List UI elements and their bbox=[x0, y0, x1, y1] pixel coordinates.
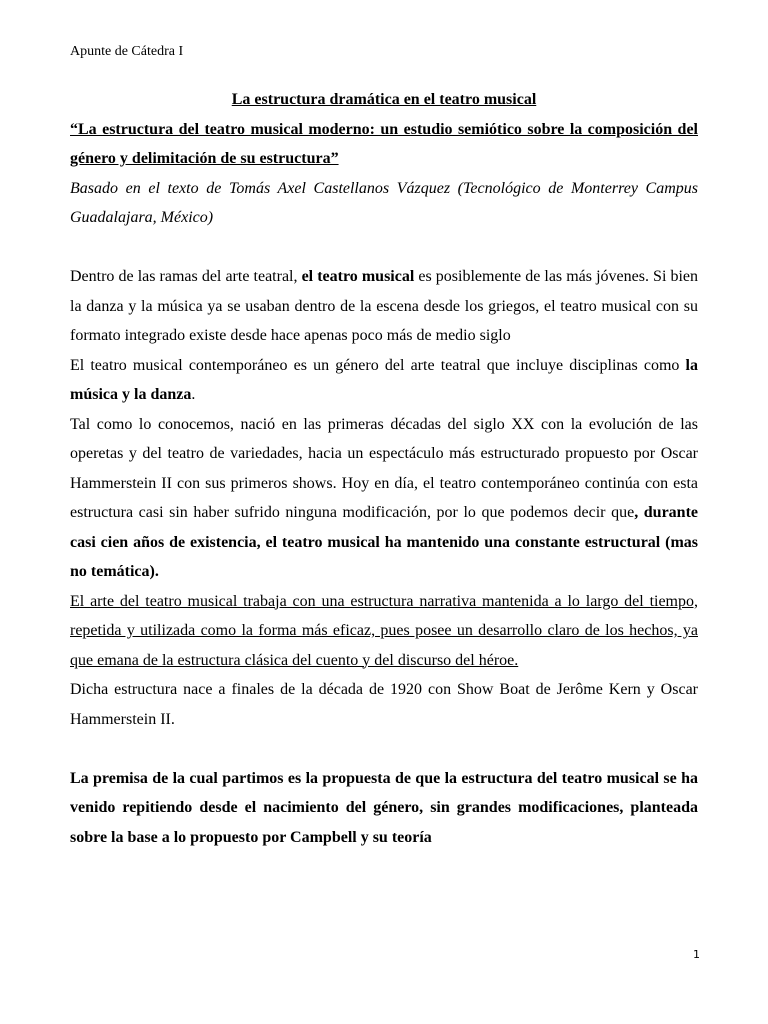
paragraph-premise: La premisa de la cual partimos es la propuesta de que la estructura del teatro musical se ha venido repitiendo desde el nacimiento del género, sin grandes modificaciones, planteada sobre la base a lo propuesto por Campbell y su teoría bbox=[70, 769, 698, 846]
document-body bbox=[70, 85, 698, 852]
paragraph-text: El teatro musical contemporáneo es un género del arte teatral que incluye disciplinas como bbox=[70, 356, 686, 374]
document-subtitle: “La estructura del teatro musical moderno: un estudio semiótico sobre la composición del género y delimitación de su estructura” bbox=[70, 120, 698, 167]
emphasis-text: el teatro musical bbox=[301, 268, 415, 285]
document-title: La estructura dramática en el teatro musical bbox=[231, 91, 537, 108]
paragraph-narrative-structure: El arte del teatro musical trabaja con una estructura narrativa mantenida a lo largo del tiempo, repetida y utilizada como la forma más eficaz, pues posee un desarrollo claro de los hechos, ya que emana de la estructura clásica del cuento y del discurso del héroe. bbox=[70, 592, 698, 669]
paragraph-text: Tal como lo conocemos, nació en las primeras décadas del siglo XX con la evolución de las operetas y del teatro de variedades, hacia un espectáculo más estructurado propuesto por Oscar Hammerstein II con sus primeros shows. Hoy en día, el teatro contemporáneo continúa con esta estructura casi sin haber sufrido ninguna modificación, por lo que podemos decir que bbox=[70, 415, 698, 521]
source-note: Basado en el texto de Tomás Axel Castellanos Vázquez (Tecnológico de Monterrey Campus Guadalajara, México) bbox=[70, 179, 698, 226]
emphasis-text: la música y la danza bbox=[70, 356, 698, 403]
paragraph-text: es posiblemente de las más jóvenes. Si bien la danza y la música ya se usaban dentro de la escena desde los griegos, el teatro musical con su formato integrado existe desde hace apenas poco más de medio siglo bbox=[70, 268, 699, 344]
paragraph-history bbox=[70, 410, 698, 587]
paragraph-text: . bbox=[191, 386, 196, 403]
paragraph-spacer bbox=[70, 734, 698, 764]
paragraph-origin: Dicha estructura nace a finales de la década de 1920 con Show Boat de Jerôme Kern y Oscar Hammerstein II. bbox=[70, 681, 698, 728]
emphasis-text: , durante casi cien años de existencia, el teatro musical ha mantenido una constante estructural (mas no temática). bbox=[70, 504, 698, 580]
paragraph-intro bbox=[70, 262, 698, 351]
paragraph-text: Dentro de las ramas del arte teatral, bbox=[70, 268, 302, 285]
paragraph-spacer bbox=[70, 233, 698, 263]
page-number: 1 bbox=[693, 948, 700, 961]
running-header: Apunte de Cátedra I bbox=[70, 44, 184, 59]
paragraph-definition bbox=[70, 351, 698, 410]
